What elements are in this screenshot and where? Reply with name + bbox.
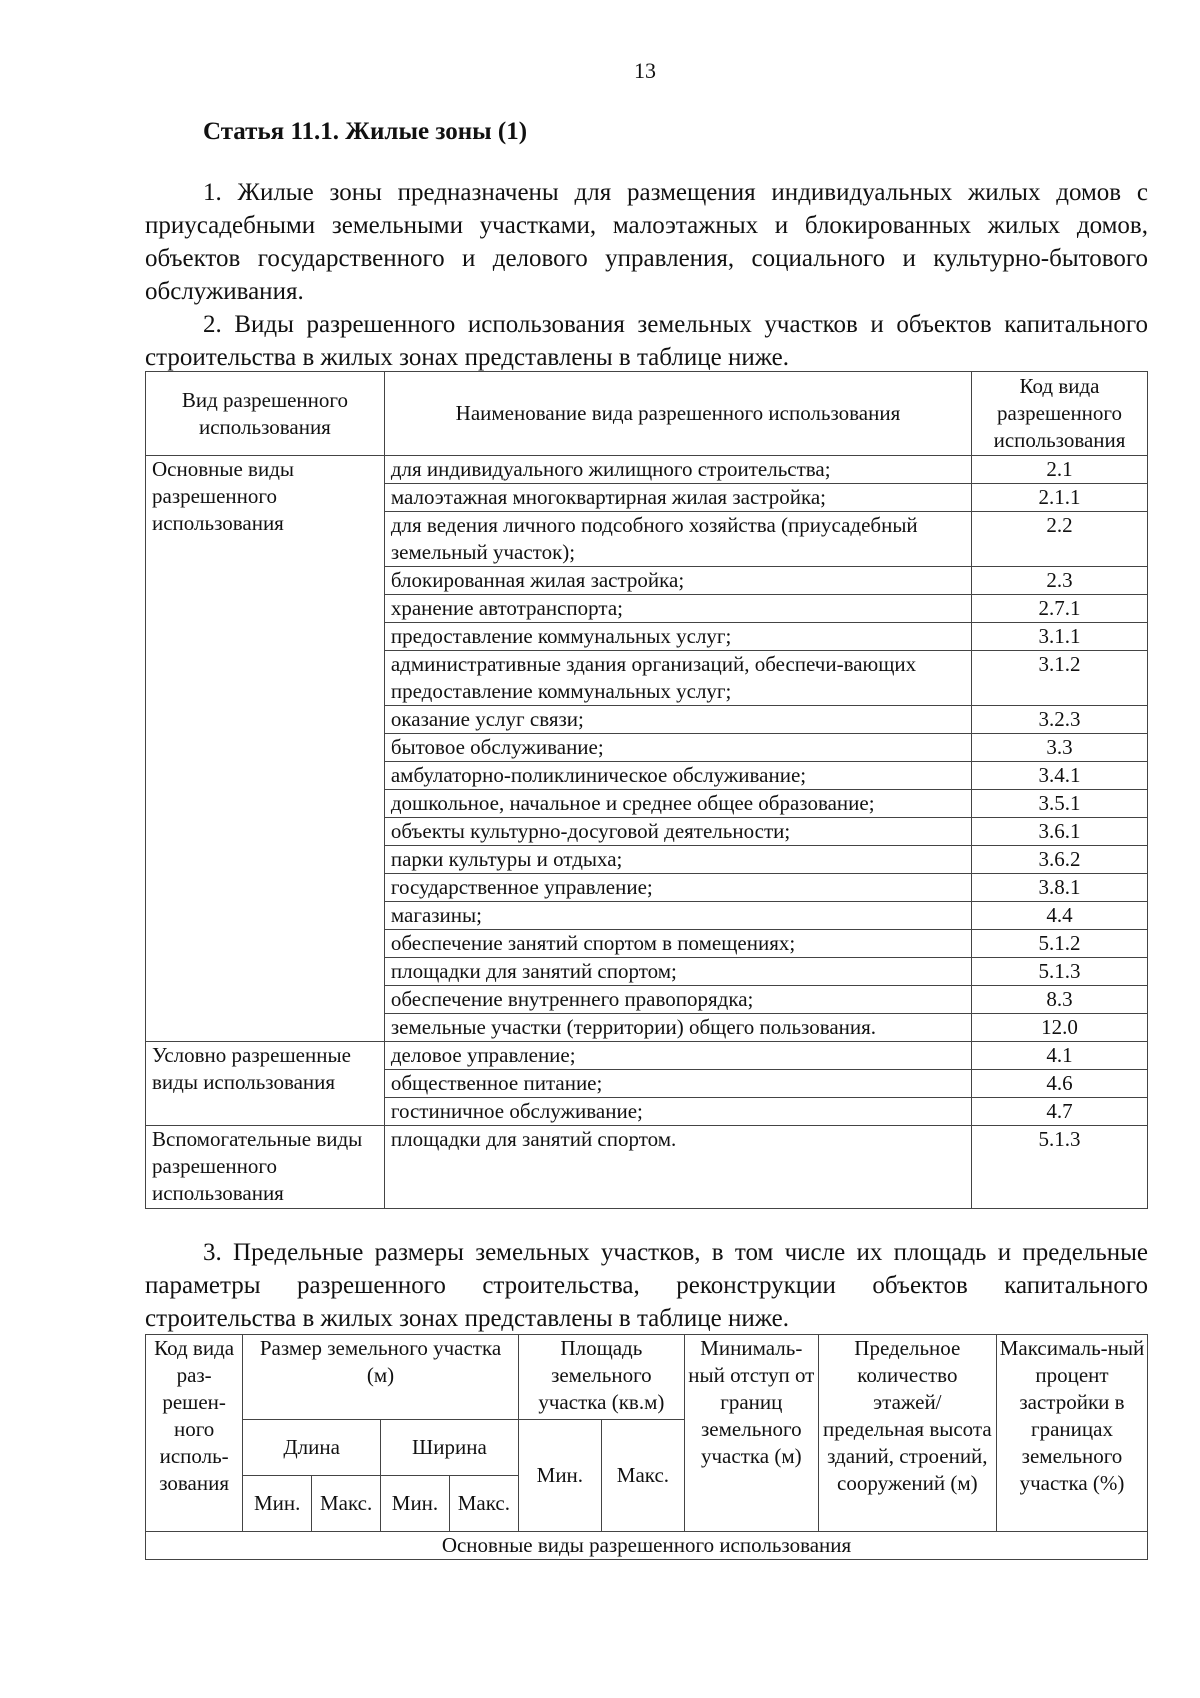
use-name: площадки для занятий спортом. xyxy=(384,1126,971,1209)
paragraph-3: 3. Предельные размеры земельных участков, в том числе их площадь и предельные параметры разрешенного строительства, реконструкции объектов капитального строительства в жилых зонах представлены в таблице ниже. xyxy=(145,1239,1148,1332)
header-width-min: Мин. xyxy=(381,1476,450,1532)
header-name: Наименование вида разрешенного использования xyxy=(384,372,971,456)
use-code: 2.3 xyxy=(972,567,1148,595)
use-code: 4.1 xyxy=(972,1042,1148,1070)
use-code: 3.4.1 xyxy=(972,762,1148,790)
use-name: административные здания организаций, обеспечи-вающих предоставление коммунальных услуг; xyxy=(384,651,971,706)
article-heading: Статья 11.1. Жилые зоны (1) xyxy=(203,118,528,145)
use-name: хранение автотранспорта; xyxy=(384,595,971,623)
group-conditional: Условно разрешенные виды использования xyxy=(146,1042,385,1126)
use-name: земельные участки (территории) общего пользования. xyxy=(384,1014,971,1042)
header-code: Код вида раз-решен-ного исполь-зования xyxy=(146,1335,243,1532)
use-name: государственное управление; xyxy=(384,874,971,902)
use-name: для индивидуального жилищного строительства; xyxy=(384,456,971,484)
table-header-row xyxy=(146,372,1148,456)
use-name: площадки для занятий спортом; xyxy=(384,958,971,986)
use-code: 4.6 xyxy=(972,1070,1148,1098)
header-area-max: Макс. xyxy=(601,1420,684,1532)
use-name: оказание услуг связи; xyxy=(384,706,971,734)
use-code: 2.1 xyxy=(972,456,1148,484)
use-name: предоставление коммунальных услуг; xyxy=(384,623,971,651)
header-length-max: Макс. xyxy=(312,1476,381,1532)
header-area: Площадь земельного участка (кв.м) xyxy=(518,1335,684,1420)
use-name: дошкольное, начальное и среднее общее образование; xyxy=(384,790,971,818)
use-code: 12.0 xyxy=(972,1014,1148,1042)
use-code: 5.1.3 xyxy=(972,1126,1148,1209)
header-width-max: Макс. xyxy=(449,1476,518,1532)
table-row xyxy=(146,1126,1148,1209)
use-code: 2.7.1 xyxy=(972,595,1148,623)
header-setback: Минималь-ный отступ от границ земельного участка (м) xyxy=(684,1335,818,1532)
use-name: для ведения личного подсобного хозяйства (приусадебный земельный участок); xyxy=(384,512,971,567)
header-code: Код вида разрешенного использования xyxy=(972,372,1148,456)
header-length-min: Мин. xyxy=(243,1476,312,1532)
use-code: 3.8.1 xyxy=(972,874,1148,902)
use-name: магазины; xyxy=(384,902,971,930)
use-name: бытовое обслуживание; xyxy=(384,734,971,762)
use-code: 4.7 xyxy=(972,1098,1148,1126)
table-row xyxy=(146,1042,1148,1070)
use-name: деловое управление; xyxy=(384,1042,971,1070)
page-number: 13 xyxy=(634,58,656,83)
use-code: 3.6.2 xyxy=(972,846,1148,874)
use-name: объекты культурно-досуговой деятельности; xyxy=(384,818,971,846)
use-code: 3.1.1 xyxy=(972,623,1148,651)
use-code: 4.4 xyxy=(972,902,1148,930)
use-name: блокированная жилая застройка; xyxy=(384,567,971,595)
header-width: Ширина xyxy=(381,1420,519,1476)
table-section-row xyxy=(146,1532,1148,1560)
table-header-row xyxy=(146,1335,1148,1420)
parameters-table xyxy=(145,1334,1148,1560)
section-main-uses: Основные виды разрешенного использования xyxy=(146,1532,1148,1560)
use-code: 2.2 xyxy=(972,512,1148,567)
use-code: 5.1.3 xyxy=(972,958,1148,986)
header-floors: Предельное количество этажей/ предельная высота зданий, строений, сооружений (м) xyxy=(818,1335,996,1532)
use-code: 3.3 xyxy=(972,734,1148,762)
use-name: гостиничное обслуживание; xyxy=(384,1098,971,1126)
permitted-use-table xyxy=(145,371,1148,1209)
use-name: амбулаторно-поликлиническое обслуживание; xyxy=(384,762,971,790)
use-code: 3.1.2 xyxy=(972,651,1148,706)
use-code: 2.1.1 xyxy=(972,484,1148,512)
header-size: Размер земельного участка (м) xyxy=(243,1335,519,1420)
header-type: Вид разрешенного использования xyxy=(146,372,385,456)
use-code: 8.3 xyxy=(972,986,1148,1014)
use-name: парки культуры и отдыха; xyxy=(384,846,971,874)
group-auxiliary: Вспомогательные виды разрешенного использования xyxy=(146,1126,385,1209)
table-row xyxy=(146,456,1148,484)
paragraph-1: 1. Жилые зоны предназначены для размещения индивидуальных жилых домов с приусадебными земельными участками, малоэтажных и блокированных жилых домов, объектов государственного и делового управления, социального и культурно-бытового обслуживания. xyxy=(145,179,1148,305)
use-name: обеспечение внутреннего правопорядка; xyxy=(384,986,971,1014)
header-area-min: Мин. xyxy=(518,1420,601,1532)
use-name: малоэтажная многоквартирная жилая застройка; xyxy=(384,484,971,512)
use-code: 3.2.3 xyxy=(972,706,1148,734)
group-main: Основные виды разрешенного использования xyxy=(146,456,385,1042)
header-coverage: Максималь-ный процент застройки в границах земельного участка (%) xyxy=(996,1335,1147,1532)
use-code: 3.5.1 xyxy=(972,790,1148,818)
use-code: 5.1.2 xyxy=(972,930,1148,958)
header-length: Длина xyxy=(243,1420,381,1476)
paragraph-2: 2. Виды разрешенного использования земельных участков и объектов капитального строительства в жилых зонах представлены в таблице ниже. xyxy=(145,311,1148,371)
use-name: обеспечение занятий спортом в помещениях; xyxy=(384,930,971,958)
use-name: общественное питание; xyxy=(384,1070,971,1098)
use-code: 3.6.1 xyxy=(972,818,1148,846)
